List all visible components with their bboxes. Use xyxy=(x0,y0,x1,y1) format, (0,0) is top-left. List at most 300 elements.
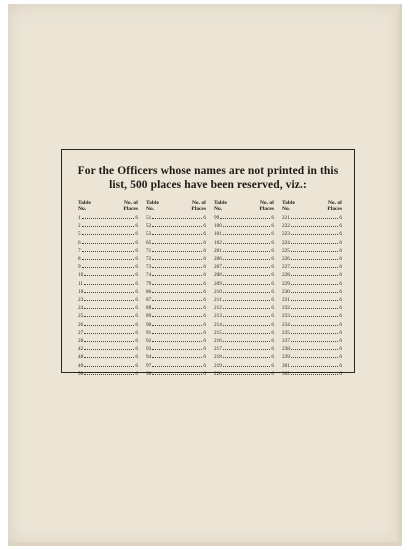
places-count: 6 xyxy=(203,362,206,369)
table-number: 213 xyxy=(214,313,222,320)
header-table-no xyxy=(78,200,91,212)
places-count: 6 xyxy=(271,313,274,320)
header-no-of-places xyxy=(191,200,206,212)
dot-leader xyxy=(291,353,339,358)
header-table-label: Table xyxy=(146,200,159,206)
table-number: 87 xyxy=(146,297,152,304)
dot-leader xyxy=(223,337,271,342)
places-count: 6 xyxy=(135,362,138,369)
table-number: 302 xyxy=(282,370,290,377)
places-count: 6 xyxy=(271,362,274,369)
table-number: 42 xyxy=(78,346,84,353)
dot-leader xyxy=(152,214,202,219)
places-count: 6 xyxy=(135,346,138,353)
table-row xyxy=(282,329,342,337)
places-count: 6 xyxy=(339,370,342,377)
dot-leader xyxy=(291,255,339,260)
table-row xyxy=(146,247,206,255)
table-row xyxy=(78,214,138,222)
table-row xyxy=(282,362,342,370)
places-count: 6 xyxy=(203,264,206,271)
dot-leader xyxy=(223,321,271,326)
places-count: 6 xyxy=(135,338,138,345)
places-count: 6 xyxy=(339,297,342,304)
table-number: 52 xyxy=(146,223,152,230)
places-count: 6 xyxy=(271,256,274,263)
places-count: 6 xyxy=(203,305,206,312)
dot-leader xyxy=(291,271,339,276)
dot-leader xyxy=(152,296,202,301)
table-number: 231 xyxy=(282,297,290,304)
header-places-label: Places xyxy=(327,206,342,212)
places-count: 6 xyxy=(339,329,342,336)
dot-leader xyxy=(84,329,134,334)
dot-leader xyxy=(152,247,202,252)
places-count: 6 xyxy=(135,370,138,377)
table-row xyxy=(146,288,206,296)
table-number: 238 xyxy=(282,346,290,353)
dot-leader xyxy=(152,288,202,293)
places-count: 6 xyxy=(339,354,342,361)
table-number: 201 xyxy=(214,247,222,254)
table-number: 48 xyxy=(78,354,84,361)
table-number: 94 xyxy=(146,354,152,361)
places-count: 6 xyxy=(203,329,206,336)
table-number: 219 xyxy=(214,362,222,369)
dot-leader xyxy=(223,255,271,260)
dot-leader xyxy=(291,214,339,219)
dot-leader xyxy=(291,296,339,301)
table-row xyxy=(214,304,274,312)
dot-leader xyxy=(223,345,271,350)
table-row xyxy=(214,230,274,238)
dot-leader xyxy=(84,321,134,326)
places-count: 6 xyxy=(203,313,206,320)
table-row xyxy=(146,304,206,312)
places-count: 6 xyxy=(339,280,342,287)
table-number: 226 xyxy=(282,256,290,263)
dot-leader xyxy=(223,239,271,244)
dot-leader xyxy=(291,345,339,350)
table-row xyxy=(146,321,206,329)
header-no-of-places xyxy=(259,200,274,212)
places-count: 6 xyxy=(339,256,342,263)
table-number: 101 xyxy=(214,231,222,238)
column-header xyxy=(214,200,274,212)
table-row xyxy=(282,370,342,378)
table-number: 220 xyxy=(214,370,222,377)
places-count: 6 xyxy=(135,239,138,246)
places-count: 6 xyxy=(339,338,342,345)
places-count: 6 xyxy=(203,321,206,328)
dot-leader xyxy=(291,239,339,244)
table-number: 93 xyxy=(146,346,152,353)
dot-leader xyxy=(84,296,134,301)
places-count: 6 xyxy=(271,346,274,353)
places-count: 6 xyxy=(135,297,138,304)
dot-leader xyxy=(152,345,202,350)
dot-leader xyxy=(152,255,202,260)
places-count: 6 xyxy=(339,264,342,271)
dot-leader xyxy=(291,370,339,375)
dot-leader xyxy=(84,353,134,358)
table-row xyxy=(146,353,206,361)
dot-leader xyxy=(84,312,134,317)
table-row xyxy=(78,280,138,288)
dot-leader xyxy=(84,304,134,309)
dot-leader xyxy=(291,230,339,235)
table-row xyxy=(78,370,138,378)
header-no-of-places xyxy=(327,200,342,212)
table-number: 88 xyxy=(146,305,152,312)
places-count: 6 xyxy=(135,305,138,312)
places-count: 6 xyxy=(271,297,274,304)
table-row xyxy=(282,255,342,263)
places-count: 6 xyxy=(203,231,206,238)
places-count: 6 xyxy=(203,239,206,246)
dot-leader xyxy=(223,312,271,317)
table-row xyxy=(78,222,138,230)
places-count: 6 xyxy=(203,354,206,361)
header-table-no xyxy=(282,200,295,212)
table-row xyxy=(146,329,206,337)
page-edge-bottom xyxy=(8,542,402,546)
dot-leader xyxy=(82,239,135,244)
table-row xyxy=(282,230,342,238)
table-row xyxy=(214,362,274,370)
dot-leader xyxy=(82,214,135,219)
dot-leader xyxy=(223,362,271,367)
places-count: 6 xyxy=(271,288,274,295)
dot-leader xyxy=(152,271,202,276)
dot-leader xyxy=(84,280,134,285)
table-row xyxy=(282,222,342,230)
dot-leader xyxy=(223,247,271,252)
table-number: 301 xyxy=(282,362,290,369)
header-table-no xyxy=(214,200,227,212)
header-noof-label: No. of xyxy=(259,200,274,206)
places-count: 6 xyxy=(135,264,138,271)
table-number: 232 xyxy=(282,305,290,312)
dot-leader xyxy=(223,296,271,301)
places-count: 6 xyxy=(135,256,138,263)
dot-leader xyxy=(291,280,339,285)
table-column xyxy=(146,200,206,378)
table-row xyxy=(214,214,274,222)
table-row xyxy=(78,362,138,370)
table-row xyxy=(214,271,274,279)
places-count: 6 xyxy=(339,223,342,230)
table-number: 99 xyxy=(214,215,220,221)
table-number: 102 xyxy=(214,239,222,246)
dot-leader xyxy=(152,362,202,367)
table-row xyxy=(282,271,342,279)
table-row xyxy=(146,312,206,320)
table-number: 86 xyxy=(146,288,152,295)
table-number: 212 xyxy=(214,305,222,312)
table-number: 90 xyxy=(146,321,152,328)
places-count: 6 xyxy=(271,280,274,287)
table-row xyxy=(146,230,206,238)
table-number: 50 xyxy=(78,370,84,377)
dot-leader xyxy=(152,312,202,317)
places-count: 6 xyxy=(271,264,274,271)
table-number: 210 xyxy=(214,288,222,295)
places-count: 6 xyxy=(271,321,274,328)
places-count: 6 xyxy=(135,223,138,230)
table-number: 18 xyxy=(78,288,84,295)
table-number: 207 xyxy=(214,264,222,271)
table-number: 221 xyxy=(282,215,290,221)
places-count: 6 xyxy=(271,370,274,377)
places-count: 6 xyxy=(271,231,274,238)
dot-leader xyxy=(223,271,271,276)
table-number: 224 xyxy=(282,239,290,246)
table-number: 28 xyxy=(78,338,84,345)
places-count: 6 xyxy=(339,239,342,246)
header-no-label: No. xyxy=(282,206,291,212)
table-row xyxy=(214,255,274,263)
table-row xyxy=(214,263,274,271)
notice-heading xyxy=(70,164,346,192)
header-no-label: No. xyxy=(214,206,223,212)
table-number: 206 xyxy=(214,256,222,263)
header-places-label: Places xyxy=(191,206,206,212)
dot-leader xyxy=(223,263,271,268)
table-number: 11 xyxy=(78,280,83,287)
places-count: 6 xyxy=(339,215,342,221)
table-number: 235 xyxy=(282,329,290,336)
header-table-label: Table xyxy=(282,200,295,206)
places-count: 6 xyxy=(203,297,206,304)
column-header xyxy=(282,200,342,212)
dot-leader xyxy=(223,230,271,235)
table-number: 217 xyxy=(214,346,222,353)
table-row xyxy=(214,222,274,230)
dot-leader xyxy=(82,263,135,268)
table-number: 5 xyxy=(78,231,81,238)
table-number: 228 xyxy=(282,272,290,279)
table-number: 79 xyxy=(146,280,152,287)
places-count: 6 xyxy=(339,305,342,312)
table-number: 23 xyxy=(78,297,84,304)
table-number: 6 xyxy=(78,239,81,246)
table-row xyxy=(146,263,206,271)
notice-heading-line-1: For the Officers whose names are not printed in this xyxy=(77,165,339,177)
table-row xyxy=(146,214,206,222)
dot-leader xyxy=(223,288,271,293)
table-column xyxy=(78,200,138,378)
table-row xyxy=(214,353,274,361)
table-row xyxy=(214,370,274,378)
table-number: 216 xyxy=(214,338,222,345)
table-number: 71 xyxy=(146,247,152,254)
dot-leader xyxy=(291,312,339,317)
header-no-label: No. xyxy=(78,206,87,212)
table-row xyxy=(214,239,274,247)
table-row xyxy=(282,304,342,312)
places-count: 6 xyxy=(339,346,342,353)
table-number: 89 xyxy=(146,313,152,320)
table-row xyxy=(78,263,138,271)
table-row xyxy=(282,321,342,329)
table-row xyxy=(282,263,342,271)
document-page xyxy=(8,4,402,546)
places-count: 6 xyxy=(271,239,274,246)
table-row xyxy=(78,239,138,247)
table-number: 237 xyxy=(282,338,290,345)
table-row xyxy=(146,362,206,370)
table-row xyxy=(146,337,206,345)
places-count: 6 xyxy=(339,362,342,369)
table-row xyxy=(214,312,274,320)
header-noof-label: No. of xyxy=(123,200,138,206)
places-count: 6 xyxy=(135,272,138,279)
table-row xyxy=(282,214,342,222)
places-count: 6 xyxy=(203,370,206,377)
table-row xyxy=(78,288,138,296)
header-no-label: No. xyxy=(146,206,155,212)
dot-leader xyxy=(152,222,202,227)
table-number: 65 xyxy=(146,239,152,246)
header-places-label: Places xyxy=(123,206,138,212)
places-count: 6 xyxy=(203,223,206,230)
table-row xyxy=(282,296,342,304)
places-count: 6 xyxy=(135,215,138,221)
places-count: 6 xyxy=(271,338,274,345)
places-count: 6 xyxy=(135,321,138,328)
dot-leader xyxy=(152,239,202,244)
table-column xyxy=(282,200,342,378)
dot-leader xyxy=(223,304,271,309)
places-count: 6 xyxy=(203,280,206,287)
table-row xyxy=(214,288,274,296)
places-count: 6 xyxy=(339,321,342,328)
places-count: 6 xyxy=(135,288,138,295)
table-number: 2 xyxy=(78,223,81,230)
dot-leader xyxy=(82,255,135,260)
dot-leader xyxy=(223,329,271,334)
dot-leader xyxy=(84,370,134,375)
table-row xyxy=(214,247,274,255)
table-row xyxy=(78,255,138,263)
dot-leader xyxy=(291,247,339,252)
places-count: 6 xyxy=(203,338,206,345)
table-number: 72 xyxy=(146,256,152,263)
table-number: 26 xyxy=(78,321,84,328)
table-number: 227 xyxy=(282,264,290,271)
table-number: 230 xyxy=(282,288,290,295)
places-count: 6 xyxy=(339,231,342,238)
places-count: 6 xyxy=(339,288,342,295)
places-count: 6 xyxy=(203,288,206,295)
header-table-no xyxy=(146,200,159,212)
dot-leader xyxy=(84,345,134,350)
table-number: 10 xyxy=(78,272,84,279)
table-number: 214 xyxy=(214,321,222,328)
dot-leader xyxy=(152,353,202,358)
places-count: 6 xyxy=(203,272,206,279)
table-number: 51 xyxy=(146,215,152,221)
table-number: 100 xyxy=(214,223,222,230)
table-row xyxy=(282,312,342,320)
places-count: 6 xyxy=(203,256,206,263)
dot-leader xyxy=(152,280,202,285)
places-count: 6 xyxy=(271,223,274,230)
table-row xyxy=(146,271,206,279)
table-number: 97 xyxy=(146,362,152,369)
dot-leader xyxy=(152,370,202,375)
dot-leader xyxy=(291,321,339,326)
table-number: 25 xyxy=(78,313,84,320)
table-row xyxy=(282,247,342,255)
places-count: 6 xyxy=(271,215,274,221)
table-number: 53 xyxy=(146,231,152,238)
dot-leader xyxy=(223,280,271,285)
dot-leader xyxy=(152,304,202,309)
table-row xyxy=(282,280,342,288)
dot-leader xyxy=(84,362,134,367)
dot-leader xyxy=(223,370,271,375)
table-row xyxy=(78,329,138,337)
table-row xyxy=(78,337,138,345)
header-noof-label: No. of xyxy=(327,200,342,206)
table-row xyxy=(282,288,342,296)
places-count: 6 xyxy=(135,313,138,320)
places-count: 6 xyxy=(135,231,138,238)
places-count: 6 xyxy=(203,346,206,353)
notice-heading-line-2: list, 500 places have been reserved, viz.: xyxy=(109,179,307,191)
table-row xyxy=(78,296,138,304)
table-number: 9 xyxy=(78,264,81,271)
table-row xyxy=(78,321,138,329)
table-number: 209 xyxy=(214,280,222,287)
header-places-label: Places xyxy=(259,206,274,212)
places-count: 6 xyxy=(271,247,274,254)
table-number: 233 xyxy=(282,313,290,320)
table-number: 225 xyxy=(282,247,290,254)
dot-leader xyxy=(223,353,271,358)
table-number: 223 xyxy=(282,231,290,238)
header-noof-label: No. of xyxy=(191,200,206,206)
places-count: 6 xyxy=(271,305,274,312)
dot-leader xyxy=(152,337,202,342)
table-row xyxy=(214,329,274,337)
table-number: 218 xyxy=(214,354,222,361)
dot-leader xyxy=(152,263,202,268)
dot-leader xyxy=(82,222,135,227)
dot-leader xyxy=(291,329,339,334)
table-number: 49 xyxy=(78,362,84,369)
header-table-label: Table xyxy=(214,200,227,206)
header-table-label: Table xyxy=(78,200,91,206)
table-row xyxy=(146,370,206,378)
table-row xyxy=(78,353,138,361)
places-count: 6 xyxy=(135,329,138,336)
table-number: 98 xyxy=(146,370,152,377)
dot-leader xyxy=(291,288,339,293)
dot-leader xyxy=(291,263,339,268)
places-count: 6 xyxy=(271,272,274,279)
places-count: 6 xyxy=(203,215,206,221)
dot-leader xyxy=(220,214,270,219)
places-count: 6 xyxy=(271,329,274,336)
table-number: 229 xyxy=(282,280,290,287)
table-number: 211 xyxy=(214,297,222,304)
places-count: 6 xyxy=(339,247,342,254)
table-column xyxy=(214,200,274,378)
table-row xyxy=(146,255,206,263)
